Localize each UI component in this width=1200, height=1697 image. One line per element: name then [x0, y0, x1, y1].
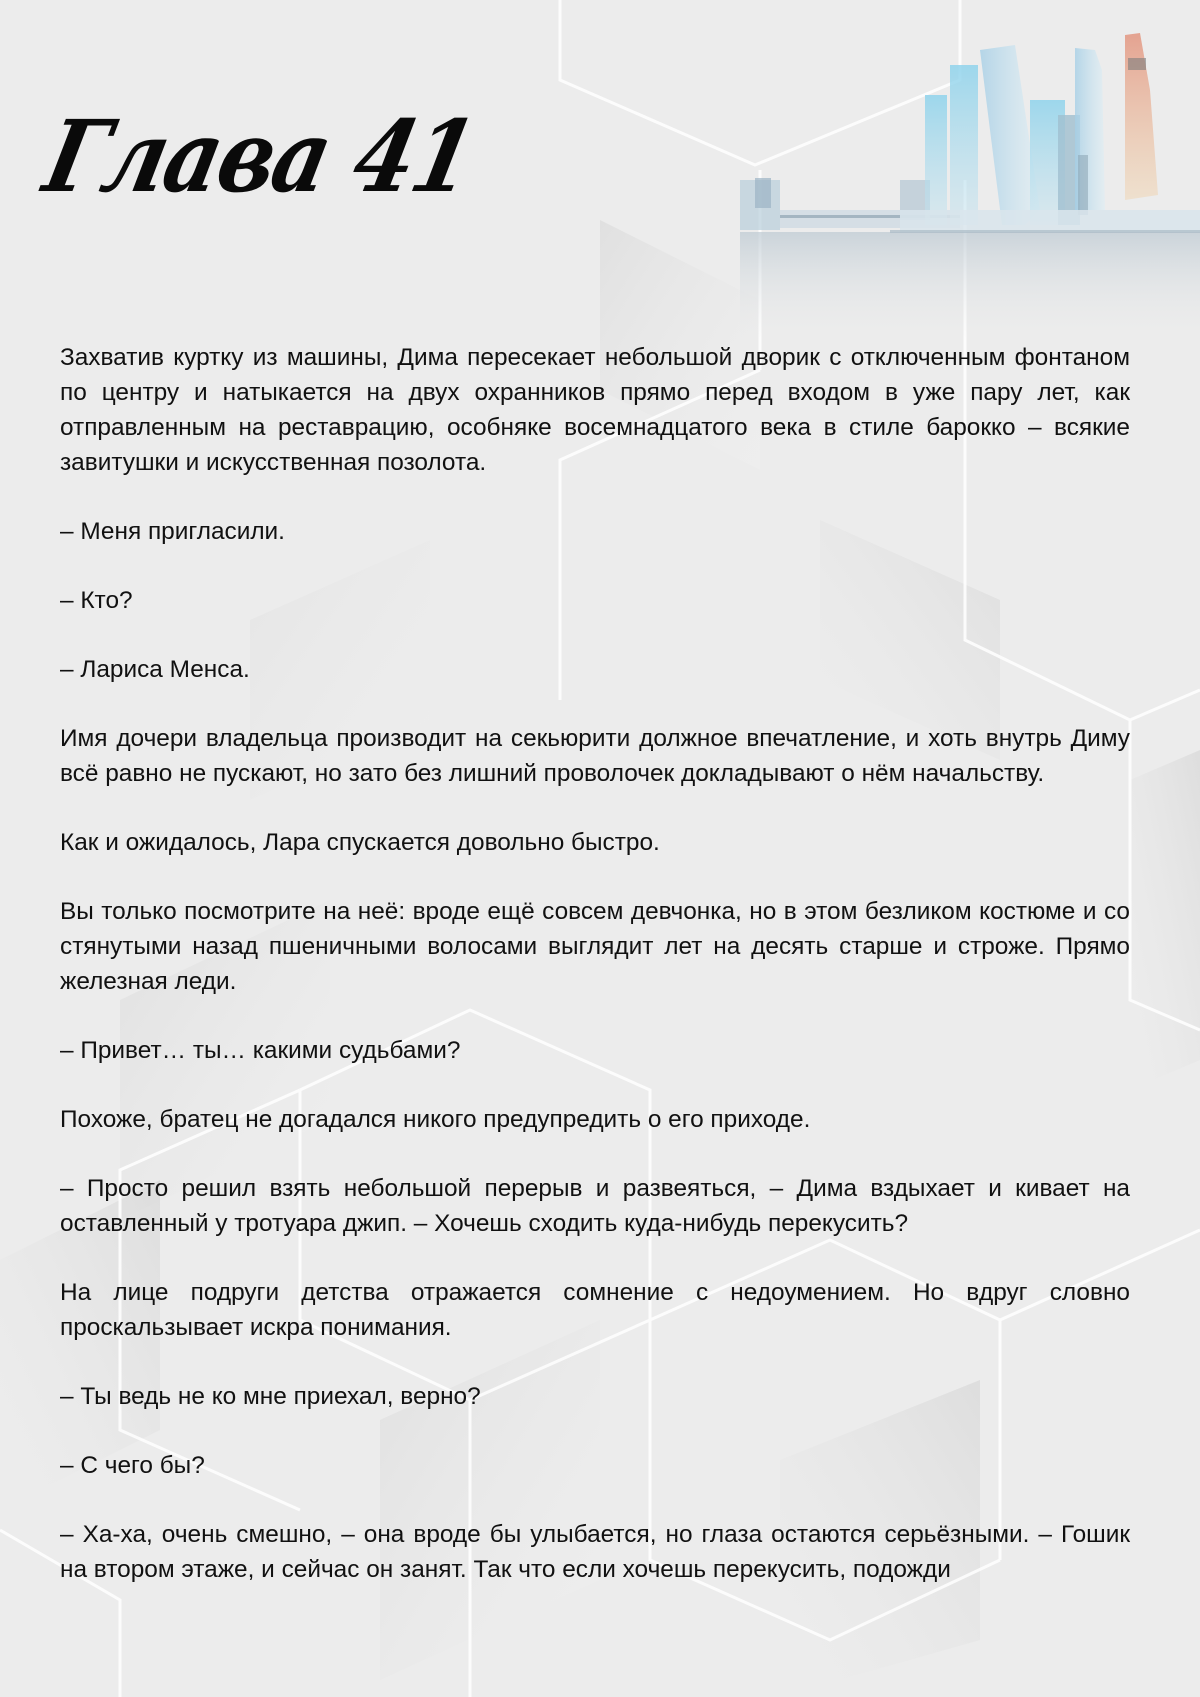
paragraph: – Ты ведь не ко мне приехал, верно? — [60, 1383, 481, 1410]
paragraph: Вы только посмотрите на неё: вроде ещё совсем девчонка, но в этом безликом костюме и со стянутыми назад пшеничными волосами выглядит лет на десять старше и строже. Прямо железная леди. — [60, 898, 1130, 995]
moscow-city-skyline-image — [740, 0, 1200, 350]
chapter-title: Глава 41 — [35, 98, 484, 215]
paragraph: – Ха-ха, очень смешно, – она вроде бы улыбается, но глаза остаются серьёзными. – Гошик на втором этаже, и сейчас он занят. Так что если хочешь перекусить, подожди — [60, 1521, 1130, 1583]
paragraph: – Меня пригласили. — [60, 518, 285, 545]
paragraph: Похоже, братец не догадался никого предупредить о его приходе. — [60, 1106, 811, 1133]
paragraph: – Лариса Менса. — [60, 656, 250, 683]
paragraph: На лице подруги детства отражается сомнение с недоумением. Но вдруг словно проскальзывает искра понимания. — [60, 1279, 1130, 1341]
paragraph: – С чего бы? — [60, 1452, 205, 1479]
paragraph: Как и ожидалось, Лара спускается довольно быстро. — [60, 829, 660, 856]
paragraph: – Привет… ты… какими судьбами? — [60, 1037, 461, 1064]
paragraph: – Просто решил взять небольшой перерыв и развеяться, – Дима вздыхает и кивает на оставленный у тротуара джип. – Хочешь сходить куда-нибудь перекусить? — [60, 1175, 1130, 1237]
paragraph: – Кто? — [60, 587, 133, 614]
paragraph: Имя дочери владельца производит на секьюрити должное впечатление, и хоть внутрь Диму всё равно не пускают, но зато без лишний проволочек докладывают о нём начальству. — [60, 725, 1130, 787]
chapter-body-text — [60, 340, 1130, 1621]
paragraph: Захватив куртку из машины, Дима пересекает небольшой дворик с отключенным фонтаном по центру и натыкается на двух охранников прямо перед входом в уже пару лет, как отправленным на реставрацию, особняке восемнадцатого века в стиле барокко – всякие завитушки и искусственная позолота. — [60, 344, 1130, 476]
